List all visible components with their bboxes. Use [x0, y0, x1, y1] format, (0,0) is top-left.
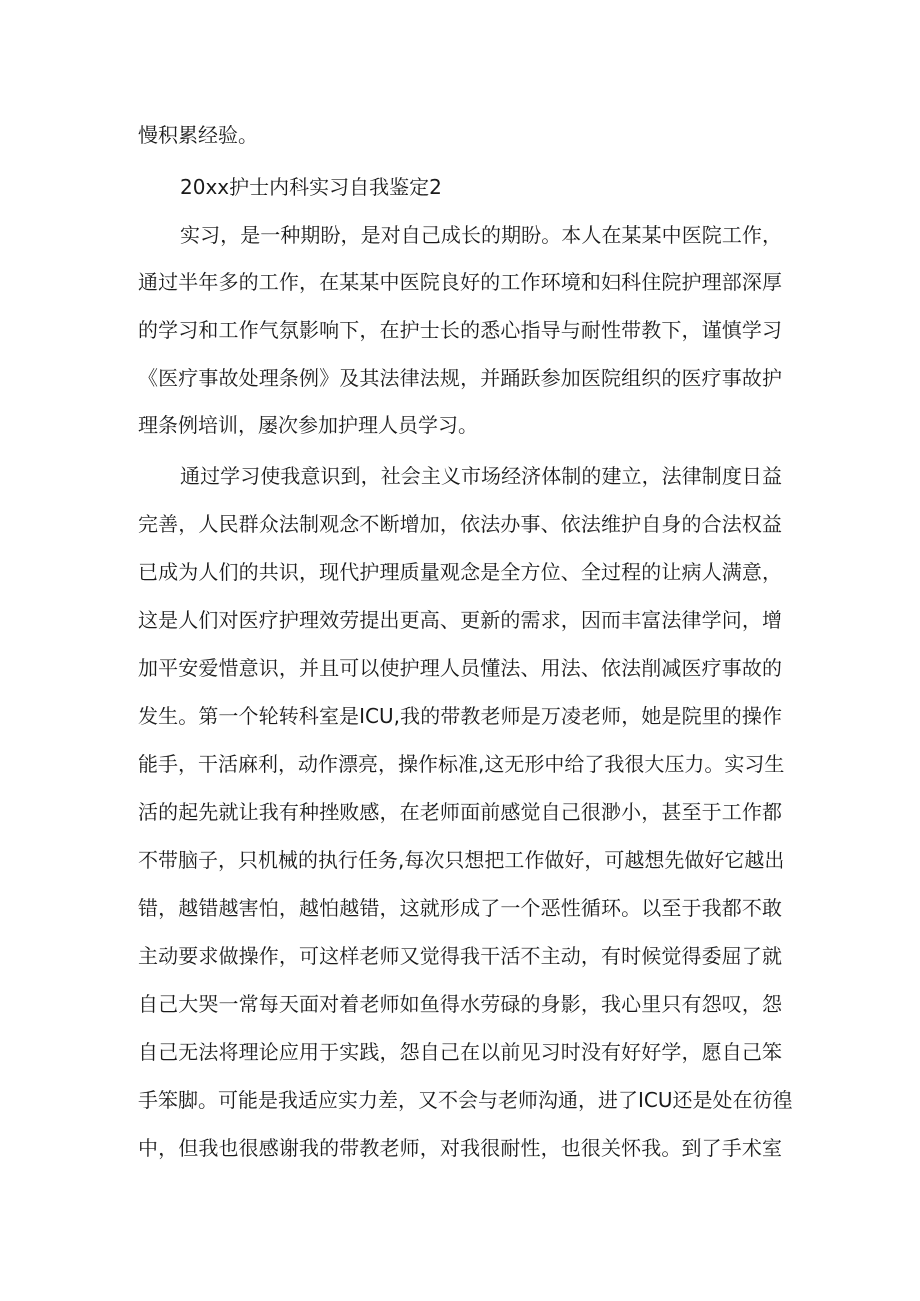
paragraph-line: 能手，干活麻利，动作漂亮，操作标准,这无形中给了我很大压力。实习生 — [138, 752, 785, 776]
paragraph-line: 主动要求做操作，可这样老师又觉得我干活不主动，有时候觉得委屈了就 — [138, 944, 782, 968]
paragraph-line: 《医疗事故处理条例》及其法律法规，并踊跃参加医院组织的医疗事故护 — [138, 366, 782, 390]
paragraph-line: 实习，是一种期盼，是对自己成长的期盼。本人在某某中医院工作， — [180, 223, 782, 247]
paragraph-line: 活的起先就让我有种挫败感，在老师面前感觉自己很渺小，甚至于工作都 — [138, 800, 782, 824]
paragraph-line: 中，但我也很感谢我的带教老师，对我很耐性，也很关怀我。到了手术室 — [138, 1136, 782, 1160]
paragraph-line: 理条例培训，屡次参加护理人员学习。 — [138, 413, 478, 437]
paragraph-line: 手笨脚。可能是我适应实力差，又不会与老师沟通，进了ICU还是处在彷徨 — [138, 1088, 793, 1112]
section-heading: 20xx护士内科实习自我鉴定2 — [180, 175, 442, 199]
paragraph-line: 加平安爱惜意识，并且可以使护理人员懂法、用法、依法削减医疗事故的 — [138, 656, 782, 680]
paragraph-line: 不带脑子，只机械的执行任务,每次只想把工作做好，可越想先做好它越出 — [138, 848, 785, 872]
paragraph-line: 的学习和工作气氛影响下，在护士长的悉心指导与耐性带教下，谨慎学习 — [138, 318, 782, 342]
paragraph-line: 已成为人们的共识，现代护理质量观念是全方位、全过程的让病人满意， — [138, 560, 782, 584]
paragraph-line: 发生。第一个轮转科室是ICU,我的带教老师是万凌老师，她是院里的操作 — [138, 704, 782, 728]
paragraph-line: 错，越错越害怕，越怕越错，这就形成了一个恶性循环。以至于我都不敢 — [138, 896, 782, 920]
paragraph-line: 通过学习使我意识到，社会主义市场经济体制的建立，法律制度日益 — [180, 464, 782, 488]
paragraph-line: 自己大哭一常每天面对着老师如鱼得水劳碌的身影，我心里只有怨叹，怨 — [138, 992, 782, 1016]
paragraph-line: 这是人们对医疗护理效劳提出更高、更新的需求，因而丰富法律学问，增 — [138, 608, 782, 632]
paragraph-line: 完善，人民群众法制观念不断增加，依法办事、依法维护自身的合法权益 — [138, 512, 782, 536]
paragraph-line: 通过半年多的工作，在某某中医院良好的工作环境和妇科住院护理部深厚 — [138, 270, 782, 294]
continued-line: 慢积累经验。 — [138, 123, 258, 147]
paragraph-line: 自己无法将理论应用于实践，怨自己在以前见习时没有好好学，愿自己笨 — [138, 1040, 782, 1064]
